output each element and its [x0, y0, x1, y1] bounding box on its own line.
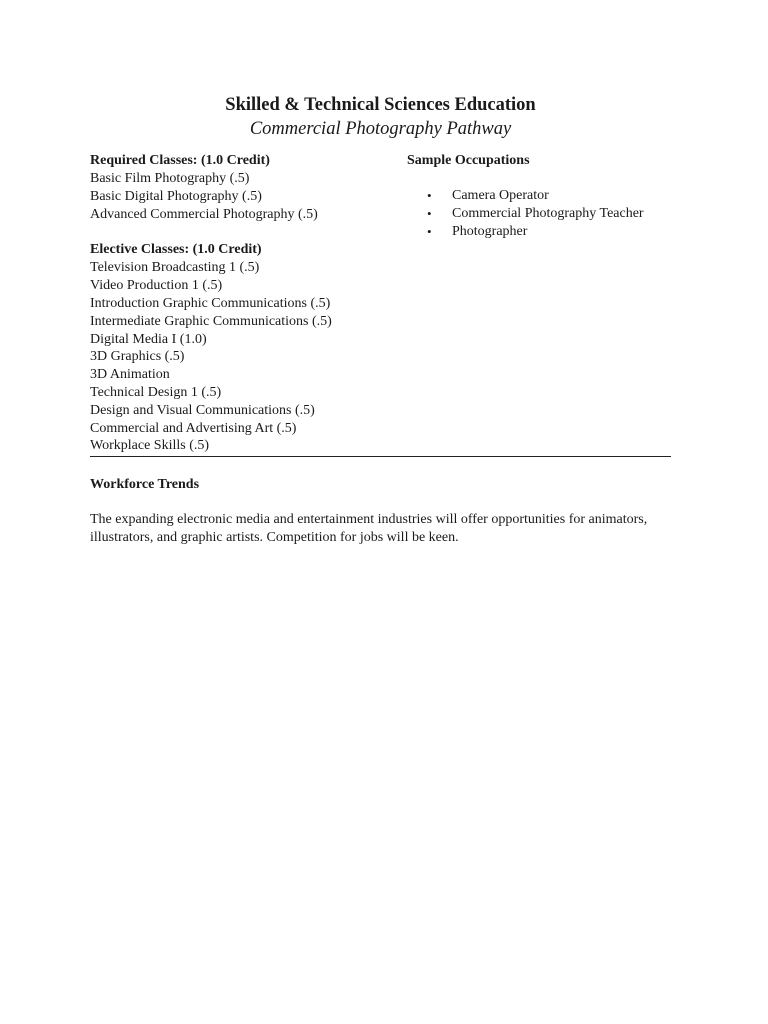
occupation-item: [407, 187, 671, 205]
elective-class-item: Introduction Graphic Communications (.5): [90, 295, 331, 311]
elective-class-item: Technical Design 1 (.5): [90, 384, 222, 400]
bullet-icon: •: [427, 188, 432, 203]
bullet-icon: •: [427, 223, 432, 239]
required-classes-heading: Required Classes: (1.0 Credit): [90, 153, 270, 168]
document-page: [90, 93, 671, 547]
elective-class-item: 3D Graphics (.5): [90, 349, 185, 365]
elective-class-item: Design and Visual Communications (.5): [90, 402, 315, 418]
elective-class-item: Digital Media I (1.0): [90, 331, 207, 347]
required-class-item: Advanced Commercial Photography (.5): [90, 206, 318, 222]
bullet-icon: •: [427, 205, 432, 221]
occupation-label: Commercial Photography Teacher: [452, 205, 644, 221]
elective-classes-heading: Elective Classes: (1.0 Credit): [90, 242, 262, 258]
elective-class-item: Intermediate Graphic Communications (.5): [90, 313, 332, 329]
page-title: Skilled & Technical Sciences Education: [225, 95, 536, 115]
required-class-item: Basic Digital Photography (.5): [90, 188, 262, 204]
occupation-label: Photographer: [452, 223, 528, 239]
elective-class-item: Television Broadcasting 1 (.5): [90, 260, 260, 276]
elective-class-item: Commercial and Advertising Art (.5): [90, 420, 297, 436]
required-classes-list: [90, 170, 400, 223]
workforce-trends-heading: Workforce Trends: [90, 477, 200, 492]
required-class-item: Basic Film Photography (.5): [90, 171, 250, 186]
classes-and-occupations: [90, 152, 671, 456]
classes-column: [90, 152, 400, 455]
elective-classes-list: [90, 259, 400, 455]
horizontal-divider: [90, 456, 671, 457]
workforce-trends-paragraph: The expanding electronic media and entertainment industries will offer opportunities for animators, illustrators, and graphic artists. Competition for jobs will be keen.: [90, 512, 648, 545]
section-gap: [90, 223, 400, 241]
occupation-item: [407, 223, 671, 241]
elective-class-item: Video Production 1 (.5): [90, 278, 223, 294]
occupation-label: Camera Operator: [452, 188, 549, 203]
occupations-column: [407, 152, 671, 240]
occupation-item: [407, 205, 671, 223]
sample-occupations-heading: Sample Occupations: [407, 153, 530, 168]
occupations-list: [407, 187, 671, 240]
elective-class-item: 3D Animation: [90, 367, 170, 383]
elective-class-item: Workplace Skills (.5): [90, 438, 210, 454]
page-subtitle: Commercial Photography Pathway: [249, 119, 512, 139]
